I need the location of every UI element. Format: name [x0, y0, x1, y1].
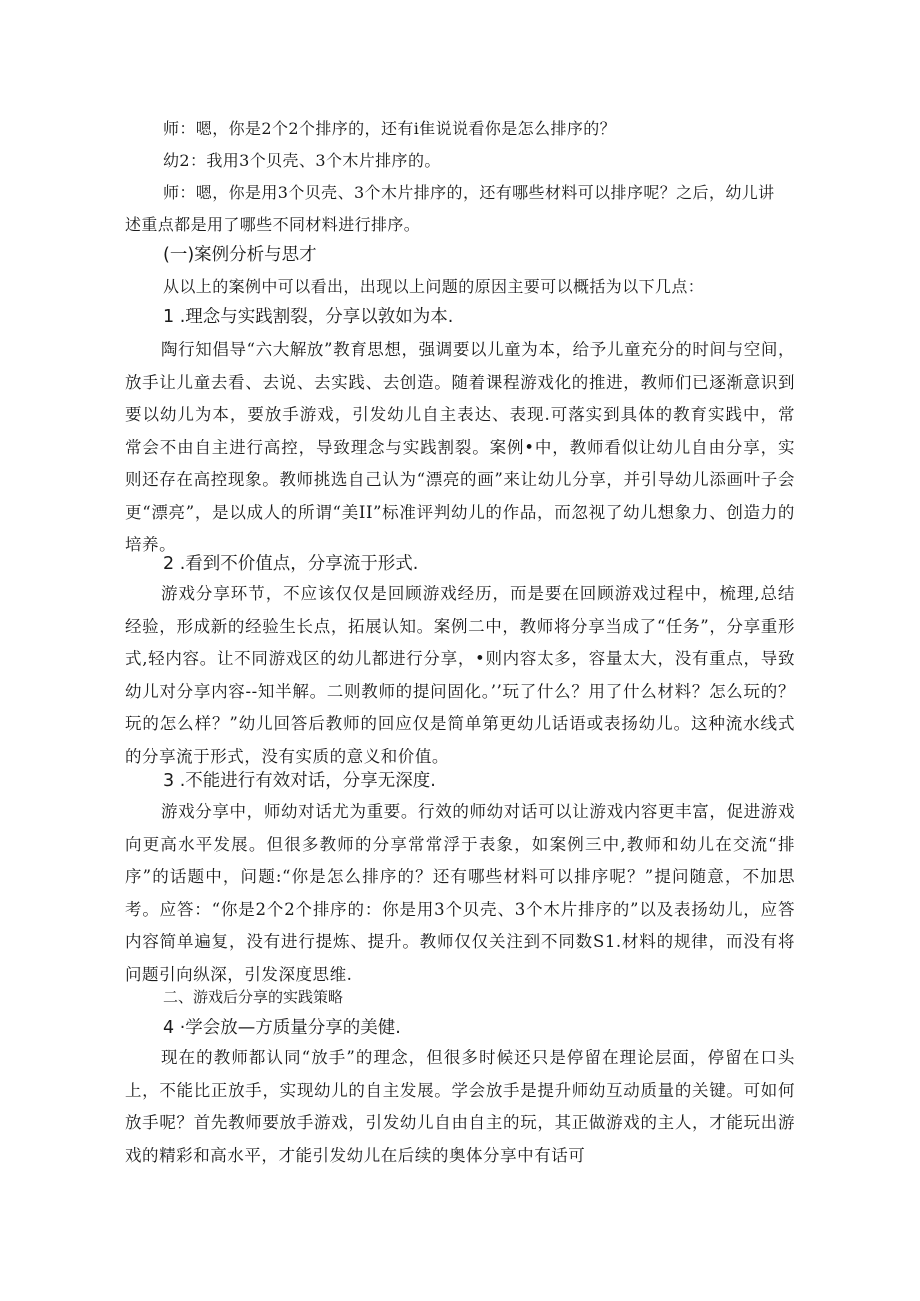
intro-paragraph: 从以上的案例中可以看出，出现以上问题的原因主要可以概括为以下几点： — [163, 277, 705, 296]
point-1-heading: 1 .理念与实践割裂，分享以敦如为本. — [163, 307, 454, 327]
point-3-body: 游戏分享中，师幼对话尤为重要。行效的师幼对话可以让游戏内容更丰富，促进游戏向更高水平发展。但很多教师的分享常常浮于表象，如案例三中,教师和幼儿在交流“排序”的话题中，问题:“你是怎么排序的？还有哪些材料可以排序呢？”提问随意，不加思考。应答：“你是2个2个排序的：你是用3个贝壳、3个木片排序的”以及表扬幼儿，应答内容简单遍复，没有进行提炼、提升。教师仅仅关注到不同数S1.材料的规律，而没有将问题引向纵深，引发深度思维. — [125, 802, 795, 984]
point-3-heading: 3 .不能进行有效对话，分享无深度. — [163, 771, 436, 791]
point-4-heading: 4 ·学会放—方质量分享的美健. — [163, 1018, 401, 1038]
point-2-body: 游戏分享环节，不应该仅仅是回顾游戏经历，而是要在回顾游戏过程中，梳理,总结经验，形成新的经验生长点，拓展认知。案例二中，教师将分享当成了“任务”，分享重形式,轻内容。让不同游戏区的幼儿都进行分享，•则内容太多，容量太大，没有重点，导致幼儿对分享内容--知半解。二则教师的提问固化。’’玩了什么？用了什么材料？怎么玩的？玩的怎么样？”幼儿回答后教师的回应仅是简单第更幼儿话语或表扬幼儿。这种流水线式的分享流于形式，没有实质的意义和价值。 — [125, 584, 795, 766]
dialog-line-2: 幼2：我用3个贝壳、3个木片排序的。 — [163, 151, 441, 170]
dialog-line-1: 师：嗯，你是2个2个排序的，还有i隹说说看你是怎么排序的？ — [163, 119, 617, 138]
point-1-body: 陶行知倡导“六大解放”教育思想，强调要以儿童为本，给予儿童充分的时间与空间，放手让儿童去看、去说、去实践、去创造。随着课程游戏化的推进，教师们已逐渐意识到要以幼儿为本，要放手游戏，引发幼儿自主表达、表现.可落实到具体的教育实践中，常常会不由自主进行高控，导致理念与实践割裂。案例•中，教师看似让幼儿自由分享，实则还存在高控现象。教师挑选自己认为“漂亮的画”来让幼儿分享，并引导幼儿添画叶子会更“漂亮”，是以成人的所谓“美II”标准评判幼儿的作品，而忽视了幼儿想象力、创造力的培养。 — [125, 340, 795, 554]
section-heading-case-analysis: (一)案例分析与思才 — [163, 245, 317, 265]
section-heading-strategy: 二、游戏后分享的实践策略 — [163, 988, 344, 1006]
point-4-body: 现在的教师都认同“放手”的理念，但很多时候还只是停留在理论层面，停留在口头上，不能比正放手，实现幼儿的自主发展。学会放手是提升师幼互动质量的关键。可如何放手呢？首先教师要放手游戏，引发幼儿自由自主的玩，其正做游戏的主人，才能玩出游戏的精彩和高水平，才能引发幼儿在后续的奥体分享中有话可 — [125, 1048, 795, 1165]
dialog-line-3: 师：嗯，你是用3个贝壳、3个木片排序的，还有哪些材料可以排序呢？之后，幼儿讲 — [163, 183, 775, 202]
dialog-line-4: 述重点都是用了哪些不同材料进行排序。 — [125, 215, 421, 234]
point-2-heading: 2 .看到不价值点，分享流于形式. — [163, 554, 419, 574]
